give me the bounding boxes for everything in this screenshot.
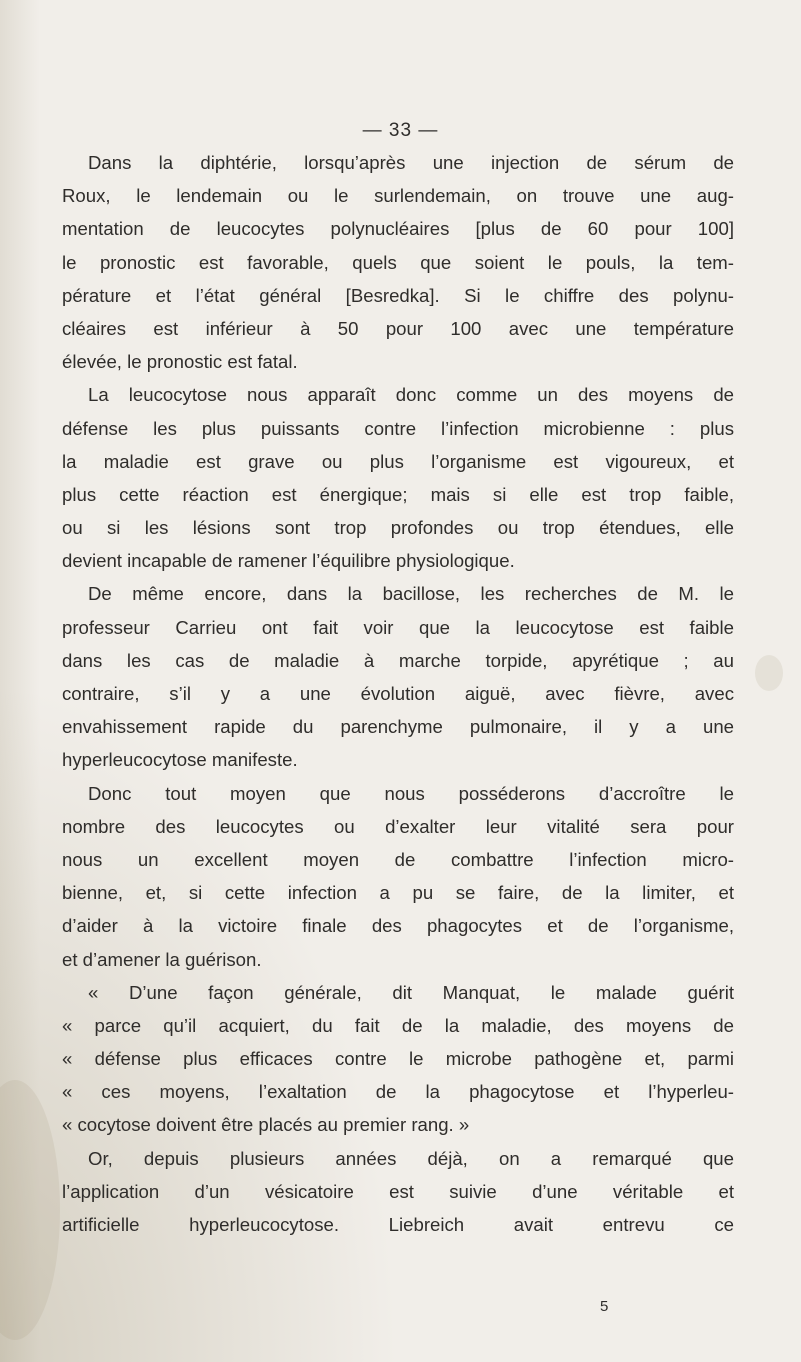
text-line: plus cette réaction est énergique; mais si elle est trop faible, xyxy=(62,483,734,505)
text-line: d’aider à la victoire finale des phagocytes et de l’organisme, xyxy=(62,915,734,937)
text-line: « parce qu’il acquiert, du fait de la maladie, des moyens de xyxy=(62,1014,734,1036)
text-line: l’application d’un vésicatoire est suivie d’une véritable et xyxy=(62,1180,734,1202)
text-line: et d’amener la guérison. xyxy=(62,948,262,970)
text-line: le pronostic est favorable, quels que soient le pouls, la tem- xyxy=(62,251,734,273)
paper-stain xyxy=(755,655,783,691)
text-line: bienne, et, si cette infection a pu se faire, de la limiter, et xyxy=(62,882,734,904)
text-line: la maladie est grave ou plus l’organisme est vigoureux, et xyxy=(62,450,734,472)
text-line: élevée, le pronostic est fatal. xyxy=(62,351,298,373)
paper-stain xyxy=(0,1080,60,1340)
text-line: dans les cas de maladie à marche torpide, apyrétique ; au xyxy=(62,649,734,671)
text-line: De même encore, dans la bacillose, les recherches de M. le xyxy=(88,583,734,605)
text-line: hyperleucocytose manifeste. xyxy=(62,749,298,771)
text-line: professeur Carrieu ont fait voir que la leucocytose est faible xyxy=(62,616,734,638)
text-line: devient incapable de ramener l’équilibre physiologique. xyxy=(62,550,515,572)
text-line: mentation de leucocytes polynucléaires [plus de 60 pour 100] xyxy=(62,218,734,240)
text-line: défense les plus puissants contre l’infection microbienne : plus xyxy=(62,417,734,439)
text-line: « défense plus efficaces contre le microbe pathogène et, parmi xyxy=(62,1048,734,1070)
text-line: nombre des leucocytes ou d’exalter leur vitalité sera pour xyxy=(62,815,734,837)
text-line: pérature et l’état général [Besredka]. Si le chiffre des polynu- xyxy=(62,284,734,306)
text-line: Donc tout moyen que nous posséderons d’accroître le xyxy=(88,782,734,804)
signature-mark: 5 xyxy=(600,1298,609,1315)
text-line: artificielle hyperleucocytose. Liebreich avait entrevu ce xyxy=(62,1214,734,1235)
text-line: envahissement rapide du parenchyme pulmonaire, il y a une xyxy=(62,716,734,738)
text-line: Roux, le lendemain ou le surlendemain, on trouve une aug- xyxy=(62,185,734,207)
page-number: — 33 — xyxy=(362,120,439,141)
text-line: Dans la diphtérie, lorsqu’après une injection de sérum de xyxy=(88,152,734,173)
text-line: « cocytose doivent être placés au premier rang. » xyxy=(62,1114,470,1136)
body-text xyxy=(62,146,734,1241)
text-line: nous un excellent moyen de combattre l’infection micro- xyxy=(62,848,734,870)
text-line: « D’une façon générale, dit Manquat, le malade guérit xyxy=(88,981,734,1003)
text-line: La leucocytose nous apparaît donc comme un des moyens de xyxy=(88,384,734,406)
text-line: ou si les lésions sont trop profondes ou trop étendues, elle xyxy=(62,517,734,539)
text-line: « ces moyens, l’exaltation de la phagocytose et l’hyperleu- xyxy=(62,1081,734,1103)
text-line: Or, depuis plusieurs années déjà, on a remarqué que xyxy=(88,1147,734,1169)
text-line: cléaires est inférieur à 50 pour 100 avec une température xyxy=(62,317,734,339)
text-line: contraire, s’il y a une évolution aiguë, avec fièvre, avec xyxy=(62,683,734,704)
